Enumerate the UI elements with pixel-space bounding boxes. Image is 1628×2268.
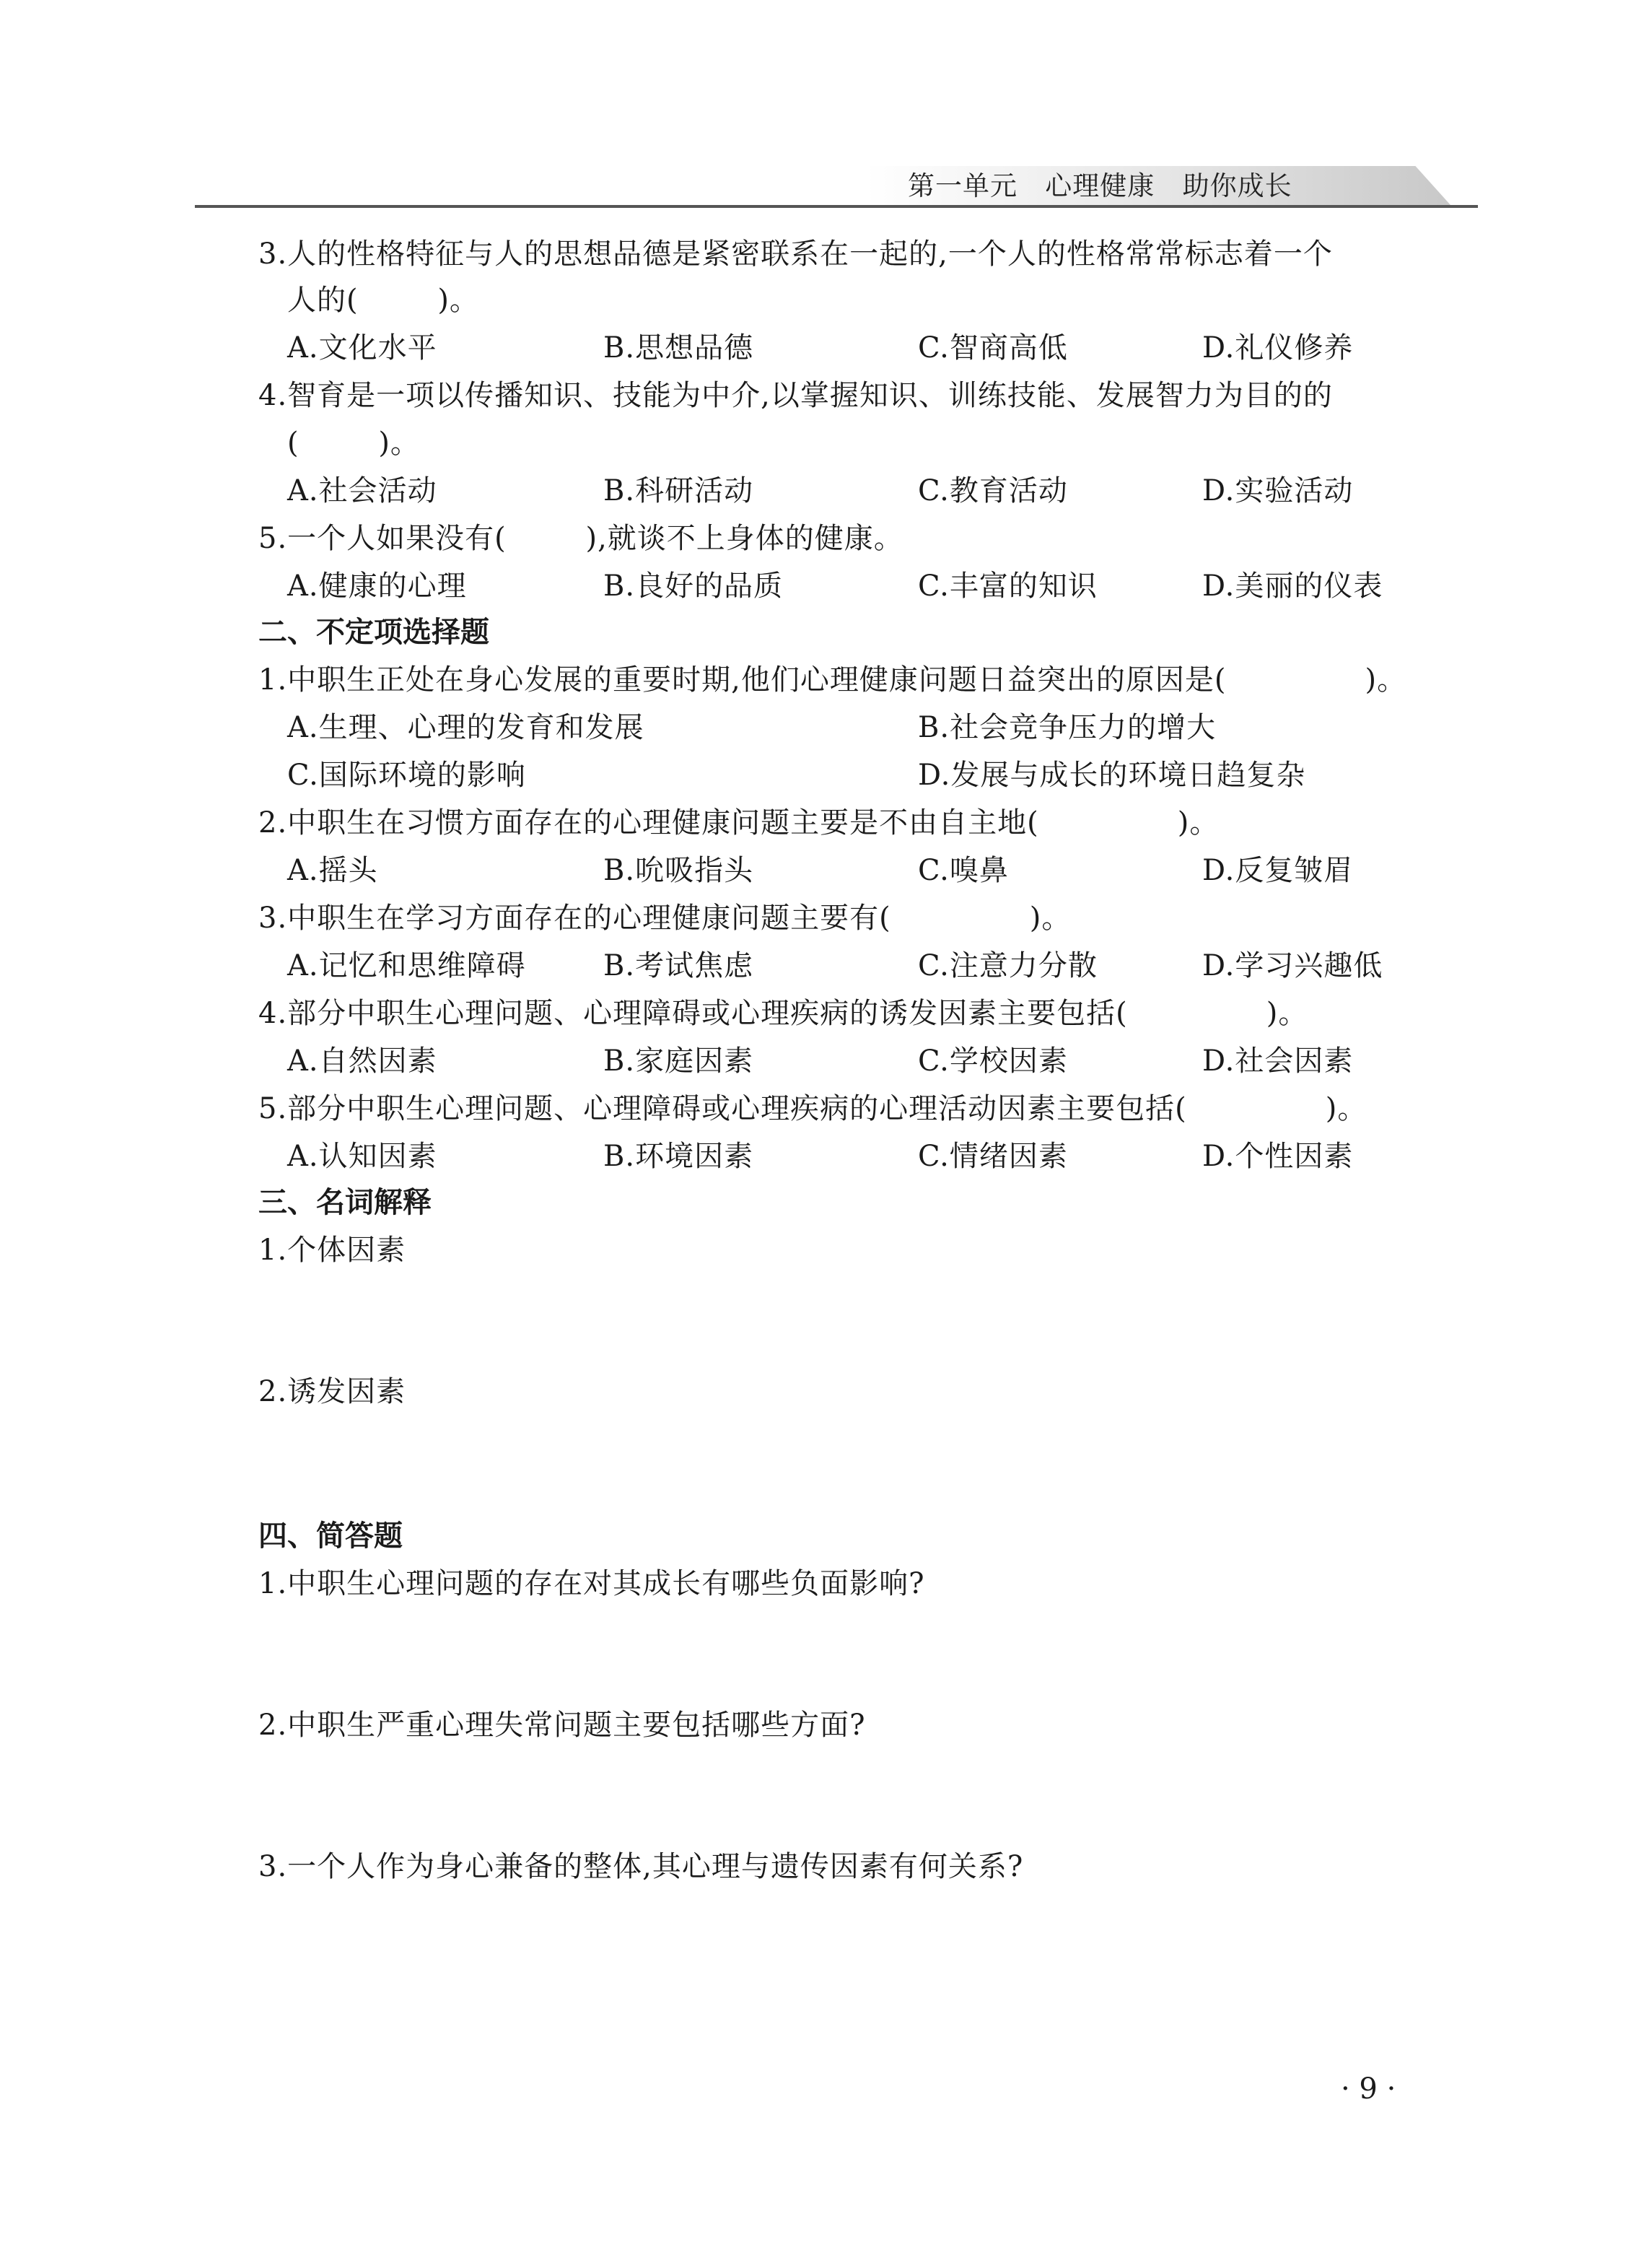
question-4-stem: 4.智育是一项以传播知识、技能为中介,以掌握知识、训练技能、发展智力为目的的	[258, 379, 1333, 412]
option-a: A.生理、心理的发育和发展	[287, 711, 644, 744]
section-2-question-1: 1.中职生正处在身心发展的重要时期,他们心理健康问题日益突出的原因是( )。	[258, 663, 1407, 697]
option-d: D.反复皱眉	[1202, 854, 1354, 887]
option-a: A.社会活动	[287, 474, 437, 507]
option-b: B.吮吸指头	[603, 854, 754, 887]
option-a: A.认知因素	[287, 1140, 437, 1173]
option-c: C.情绪因素	[918, 1140, 1068, 1173]
option-c: C.嗅鼻	[918, 854, 1009, 887]
header-rule	[195, 205, 1478, 208]
section-2-question-5: 5.部分中职生心理问题、心理障碍或心理疾病的心理活动因素主要包括( )。	[258, 1092, 1367, 1125]
short-answer-3: 3.一个人作为身心兼备的整体,其心理与遗传因素有何关系?	[258, 1850, 1024, 1883]
option-c: C.学校因素	[918, 1044, 1068, 1078]
option-b: B.思想品德	[603, 331, 754, 365]
question-4-stem-cont: ( )。	[287, 427, 420, 460]
section-3-title: 三、名词解释	[258, 1186, 432, 1219]
section-4-title: 四、简答题	[258, 1519, 403, 1553]
option-a: A.摇头	[287, 854, 378, 887]
short-answer-2: 2.中职生严重心理失常问题主要包括哪些方面?	[258, 1709, 866, 1742]
question-3-stem-cont: 人的( )。	[287, 284, 479, 317]
option-b: B.良好的品质	[603, 570, 784, 603]
option-c: C.智商高低	[918, 331, 1068, 365]
option-a: A.文化水平	[287, 331, 437, 365]
section-2-title: 二、不定项选择题	[258, 616, 489, 649]
page-number: · 9 ·	[1341, 2072, 1396, 2106]
option-d: D.社会因素	[1202, 1044, 1354, 1078]
section-2-question-2: 2.中职生在习惯方面存在的心理健康问题主要是不由自主地( )。	[258, 806, 1220, 839]
question-3-stem: 3.人的性格特征与人的思想品德是紧密联系在一起的,一个人的性格常常标志着一个	[258, 237, 1333, 271]
option-b: B.科研活动	[603, 474, 754, 507]
option-d: D.发展与成长的环境日趋复杂	[918, 759, 1306, 792]
option-d: D.实验活动	[1202, 474, 1354, 507]
option-b: B.社会竞争压力的增大	[918, 711, 1217, 744]
option-b: B.环境因素	[603, 1140, 754, 1173]
term-item-2: 2.诱发因素	[258, 1375, 406, 1408]
option-a: A.记忆和思维障碍	[287, 949, 526, 982]
option-c: C.国际环境的影响	[287, 759, 526, 792]
short-answer-1: 1.中职生心理问题的存在对其成长有哪些负面影响?	[258, 1567, 925, 1600]
term-item-1: 1.个体因素	[258, 1234, 406, 1267]
option-c: C.丰富的知识	[918, 570, 1098, 603]
running-header: 第一单元 心理健康 助你成长	[908, 170, 1292, 201]
section-2-question-3: 3.中职生在学习方面存在的心理健康问题主要有( )。	[258, 902, 1072, 935]
section-2-question-4: 4.部分中职生心理问题、心理障碍或心理疾病的诱发因素主要包括( )。	[258, 997, 1308, 1030]
question-5-stem: 5.一个人如果没有( ),就谈不上身体的健康。	[258, 522, 903, 555]
option-a: A.健康的心理	[287, 570, 467, 603]
option-a: A.自然因素	[287, 1044, 437, 1078]
option-d: D.学习兴趣低	[1202, 949, 1383, 982]
option-d: D.个性因素	[1202, 1140, 1354, 1173]
option-c: C.教育活动	[918, 474, 1068, 507]
option-d: D.美丽的仪表	[1202, 570, 1383, 603]
option-d: D.礼仪修养	[1202, 331, 1354, 365]
option-c: C.注意力分散	[918, 949, 1098, 982]
option-b: B.考试焦虑	[603, 949, 754, 982]
option-b: B.家庭因素	[603, 1044, 754, 1078]
